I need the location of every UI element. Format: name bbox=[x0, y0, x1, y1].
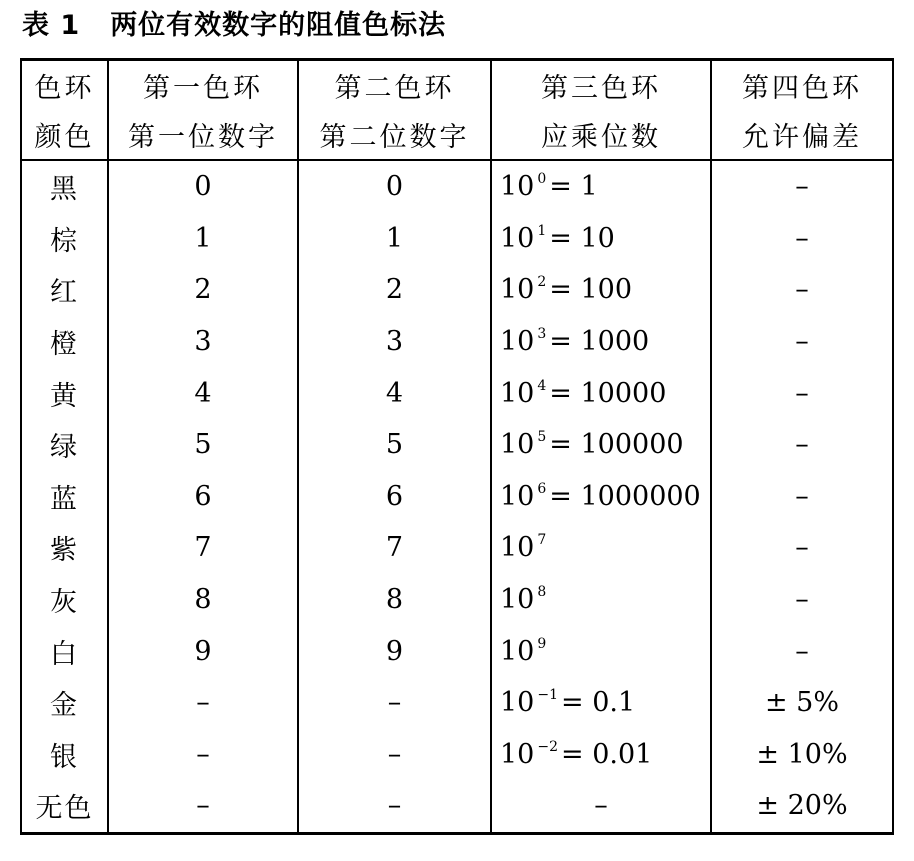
color-cell: 灰 bbox=[21, 574, 108, 626]
second-digit-cell: – bbox=[298, 729, 491, 781]
header-first-digit: 第一位数字 bbox=[108, 110, 298, 160]
color-cell: 金 bbox=[21, 677, 108, 729]
header-third-band: 第三色环 bbox=[491, 60, 711, 111]
color-cell: 绿 bbox=[21, 419, 108, 471]
multiplier-exponent: 6 bbox=[537, 480, 547, 497]
first-digit-cell: 5 bbox=[108, 419, 298, 471]
table-row bbox=[21, 677, 893, 729]
multiplier-base: 10 bbox=[500, 480, 535, 512]
multiplier-value: = 100000 bbox=[549, 429, 684, 461]
multiplier-exponent: 0 bbox=[537, 171, 547, 188]
multiplier-cell bbox=[491, 471, 711, 523]
multiplier-base: 10 bbox=[500, 171, 535, 203]
multiplier-cell bbox=[491, 677, 711, 729]
header-multiplier: 应乘位数 bbox=[491, 110, 711, 160]
table-number: 表 1 bbox=[22, 10, 81, 41]
multiplier-value: = 1 bbox=[549, 171, 598, 203]
second-digit-cell: 9 bbox=[298, 625, 491, 677]
color-cell: 红 bbox=[21, 264, 108, 316]
first-digit-cell: 2 bbox=[108, 264, 298, 316]
multiplier-exponent: 4 bbox=[537, 377, 547, 394]
second-digit-cell: 3 bbox=[298, 316, 491, 368]
multiplier-value: = 10000 bbox=[549, 377, 667, 409]
tolerance-cell: – bbox=[711, 471, 893, 523]
second-digit-cell: 1 bbox=[298, 213, 491, 265]
multiplier-cell bbox=[491, 419, 711, 471]
first-digit-cell: 6 bbox=[108, 471, 298, 523]
table-row bbox=[21, 780, 893, 833]
second-digit-cell: 0 bbox=[298, 160, 491, 213]
multiplier-value: = 100 bbox=[549, 274, 633, 306]
multiplier-base: 10 bbox=[500, 222, 535, 254]
multiplier-base: 10 bbox=[500, 377, 535, 409]
multiplier-cell bbox=[491, 574, 711, 626]
multiplier-cell bbox=[491, 264, 711, 316]
multiplier-exponent: 3 bbox=[537, 326, 547, 343]
table-body bbox=[21, 160, 893, 833]
first-digit-cell: 9 bbox=[108, 625, 298, 677]
second-digit-cell: 2 bbox=[298, 264, 491, 316]
multiplier-value: = 0.1 bbox=[561, 687, 636, 719]
multiplier-exponent: 7 bbox=[537, 532, 547, 549]
multiplier-base: 10 bbox=[500, 635, 535, 667]
color-cell: 白 bbox=[21, 625, 108, 677]
color-cell: 无色 bbox=[21, 780, 108, 833]
resistor-color-code-table bbox=[20, 58, 894, 835]
multiplier-exponent: 2 bbox=[537, 274, 547, 291]
color-cell: 橙 bbox=[21, 316, 108, 368]
multiplier-cell bbox=[491, 213, 711, 265]
header-second-digit: 第二位数字 bbox=[298, 110, 491, 160]
second-digit-cell: – bbox=[298, 677, 491, 729]
first-digit-cell: – bbox=[108, 780, 298, 833]
multiplier-value: = 1000000 bbox=[549, 480, 701, 512]
table-row bbox=[21, 316, 893, 368]
header-row-1 bbox=[21, 60, 893, 111]
table-title: 两位有效数字的阻值色标法 bbox=[110, 10, 447, 41]
first-digit-cell: 0 bbox=[108, 160, 298, 213]
second-digit-cell: 5 bbox=[298, 419, 491, 471]
second-digit-cell: 8 bbox=[298, 574, 491, 626]
tolerance-cell: – bbox=[711, 264, 893, 316]
first-digit-cell: – bbox=[108, 729, 298, 781]
first-digit-cell: 3 bbox=[108, 316, 298, 368]
header-first-band: 第一色环 bbox=[108, 60, 298, 111]
multiplier-base: 10 bbox=[500, 687, 535, 719]
tolerance-cell: – bbox=[711, 316, 893, 368]
tolerance-cell: – bbox=[711, 367, 893, 419]
multiplier-base: 10 bbox=[500, 738, 535, 770]
tolerance-cell: ± 20% bbox=[711, 780, 893, 833]
table-row bbox=[21, 625, 893, 677]
multiplier-cell bbox=[491, 367, 711, 419]
table-row bbox=[21, 471, 893, 523]
tolerance-cell: ± 5% bbox=[711, 677, 893, 729]
color-cell: 紫 bbox=[21, 522, 108, 574]
multiplier-exponent: 1 bbox=[537, 222, 547, 239]
table-caption bbox=[22, 8, 446, 44]
multiplier-base: 10 bbox=[500, 584, 535, 616]
multiplier-base: 10 bbox=[500, 274, 535, 306]
multiplier-base: 10 bbox=[500, 326, 535, 358]
header-fourth-band: 第四色环 bbox=[711, 60, 893, 111]
tolerance-cell: – bbox=[711, 419, 893, 471]
first-digit-cell: 4 bbox=[108, 367, 298, 419]
multiplier-cell bbox=[491, 160, 711, 213]
multiplier-cell bbox=[491, 316, 711, 368]
table-row bbox=[21, 367, 893, 419]
table-header bbox=[21, 60, 893, 161]
header-second-band: 第二色环 bbox=[298, 60, 491, 111]
tolerance-cell: – bbox=[711, 160, 893, 213]
multiplier-value: = 0.01 bbox=[561, 738, 653, 770]
color-cell: 棕 bbox=[21, 213, 108, 265]
multiplier-cell: – bbox=[491, 780, 711, 833]
multiplier-value: = 1000 bbox=[549, 326, 650, 358]
color-cell: 黄 bbox=[21, 367, 108, 419]
multiplier-exponent: 9 bbox=[537, 635, 547, 652]
header-color-band: 色环 bbox=[21, 60, 108, 111]
tolerance-cell: ± 10% bbox=[711, 729, 893, 781]
header-color: 颜色 bbox=[21, 110, 108, 160]
multiplier-exponent: 5 bbox=[537, 429, 547, 446]
first-digit-cell: – bbox=[108, 677, 298, 729]
tolerance-cell: – bbox=[711, 213, 893, 265]
color-cell: 银 bbox=[21, 729, 108, 781]
multiplier-cell bbox=[491, 625, 711, 677]
header-tolerance: 允许偏差 bbox=[711, 110, 893, 160]
tolerance-cell: – bbox=[711, 574, 893, 626]
table-row bbox=[21, 574, 893, 626]
multiplier-exponent: −1 bbox=[537, 687, 558, 704]
table-row bbox=[21, 522, 893, 574]
multiplier-value: = 10 bbox=[549, 222, 615, 254]
color-cell: 蓝 bbox=[21, 471, 108, 523]
table-row bbox=[21, 264, 893, 316]
multiplier-base: 10 bbox=[500, 429, 535, 461]
color-cell: 黑 bbox=[21, 160, 108, 213]
second-digit-cell: 7 bbox=[298, 522, 491, 574]
table-row bbox=[21, 160, 893, 213]
tolerance-cell: – bbox=[711, 625, 893, 677]
header-row-2 bbox=[21, 110, 893, 160]
second-digit-cell: 6 bbox=[298, 471, 491, 523]
first-digit-cell: 8 bbox=[108, 574, 298, 626]
multiplier-cell bbox=[491, 729, 711, 781]
multiplier-base: 10 bbox=[500, 532, 535, 564]
multiplier-exponent: 8 bbox=[537, 584, 547, 601]
tolerance-cell: – bbox=[711, 522, 893, 574]
table-row bbox=[21, 419, 893, 471]
first-digit-cell: 7 bbox=[108, 522, 298, 574]
multiplier-cell bbox=[491, 522, 711, 574]
second-digit-cell: 4 bbox=[298, 367, 491, 419]
second-digit-cell: – bbox=[298, 780, 491, 833]
table-row bbox=[21, 729, 893, 781]
multiplier-exponent: −2 bbox=[537, 738, 558, 755]
first-digit-cell: 1 bbox=[108, 213, 298, 265]
table-row bbox=[21, 213, 893, 265]
